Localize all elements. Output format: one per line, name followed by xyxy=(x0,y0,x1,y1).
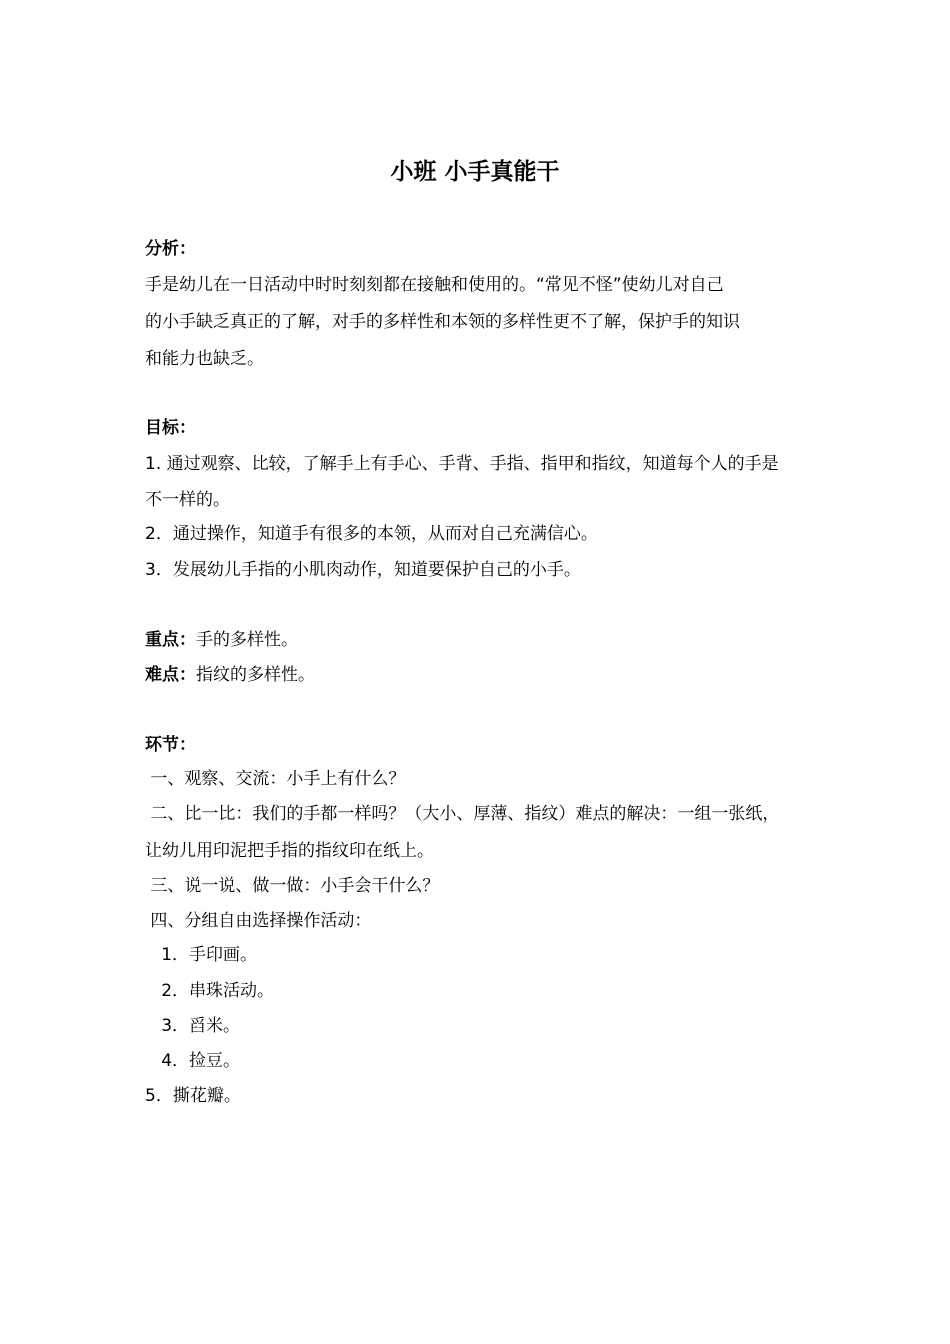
key-point-label: 重点： xyxy=(145,630,196,650)
difficulty-label: 难点： xyxy=(145,665,196,685)
goal-line: 1. 通过观察、比较，了解手上有手心、手背、手指、指甲和指纹，知道每个人的手是 xyxy=(145,454,779,474)
step-line: 一、观察、交流：小手上有什么？ xyxy=(145,769,406,789)
goals-heading: 目标： xyxy=(145,418,196,438)
difficulty-text: 指纹的多样性。 xyxy=(196,665,315,685)
step-sub-item: 4．捡豆。 xyxy=(145,1051,241,1071)
goal-line: 不一样的。 xyxy=(145,490,230,510)
step-sub-item: 1．手印画。 xyxy=(145,945,258,965)
goal-line: 3．发展幼儿手指的小肌肉动作，知道要保护自己的小手。 xyxy=(145,560,581,580)
goal-line: 2．通过操作，知道手有很多的本领，从而对自己充满信心。 xyxy=(145,524,598,544)
analysis-heading: 分析： xyxy=(145,239,196,259)
step-line: 二、比一比：我们的手都一样吗？（大小、厚薄、指纹）难点的解决：一组一张纸， xyxy=(145,804,780,824)
step-sub-item: 2．串珠活动。 xyxy=(145,981,275,1001)
steps-heading: 环节： xyxy=(145,735,196,755)
analysis-line: 手是幼儿在一日活动中时时刻刻都在接触和使用的。“常见不怪”使幼儿对自己 xyxy=(145,275,724,295)
analysis-line: 和能力也缺乏。 xyxy=(145,349,264,369)
difficulty-point xyxy=(145,663,315,687)
step-line: 三、说一说、做一做：小手会干什么？ xyxy=(145,876,440,896)
step-sub-item: 3．舀米。 xyxy=(145,1016,241,1036)
analysis-line: 的小手缺乏真正的了解，对手的多样性和本领的多样性更不了解，保护手的知识 xyxy=(145,312,740,332)
page-title: 小班 小手真能干 xyxy=(390,159,560,185)
key-point-text: 手的多样性。 xyxy=(196,630,298,650)
step-sub-item: 5．撕花瓣。 xyxy=(145,1086,241,1106)
step-line: 四、分组自由选择操作活动： xyxy=(145,911,372,931)
step-line: 让幼儿用印泥把手指的指纹印在纸上。 xyxy=(145,841,434,861)
key-point xyxy=(145,628,298,652)
